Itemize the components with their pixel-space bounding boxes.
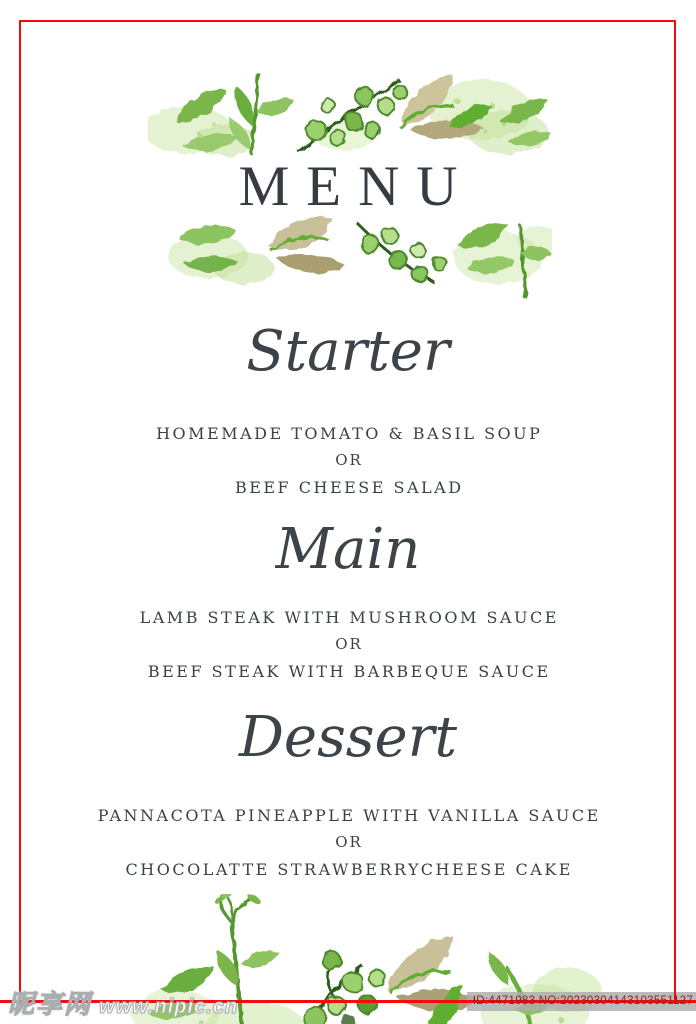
section-items-dessert [0,802,696,883]
section-heading-dessert: Dessert [239,705,457,770]
watermark-site-url: www.nipic.cn [99,996,239,1018]
menu-item: LAMB STEAK WITH MUSHROOM SAUCE [139,608,559,627]
watermark [8,984,238,1021]
menu-item: BEEF STEAK WITH BARBEQUE SAUCE [147,662,551,681]
menu-item: CHOCOLATTE STRAWBERRYCHEESE CAKE [125,860,573,879]
menu-item: HOMEMADE TOMATO & BASIL SOUP [156,424,543,443]
section-items-main [0,604,696,685]
id-stamp-text: ID:4471983 NO:20230304143103551127 [472,995,694,1007]
section-heading-main: Main [275,517,421,582]
section-items-starter [0,420,696,501]
watermark-site-name: 昵享网 [8,989,93,1019]
menu-item: BEEF CHEESE SALAD [234,478,464,497]
or-separator: OR [335,635,363,653]
menu-title: MENU [238,155,475,218]
or-separator: OR [335,451,363,469]
section-heading-starter: Starter [246,319,450,384]
or-separator: OR [335,833,363,851]
menu-item: PANNACOTA PINEAPPLE WITH VANILLA SAUCE [97,806,601,825]
